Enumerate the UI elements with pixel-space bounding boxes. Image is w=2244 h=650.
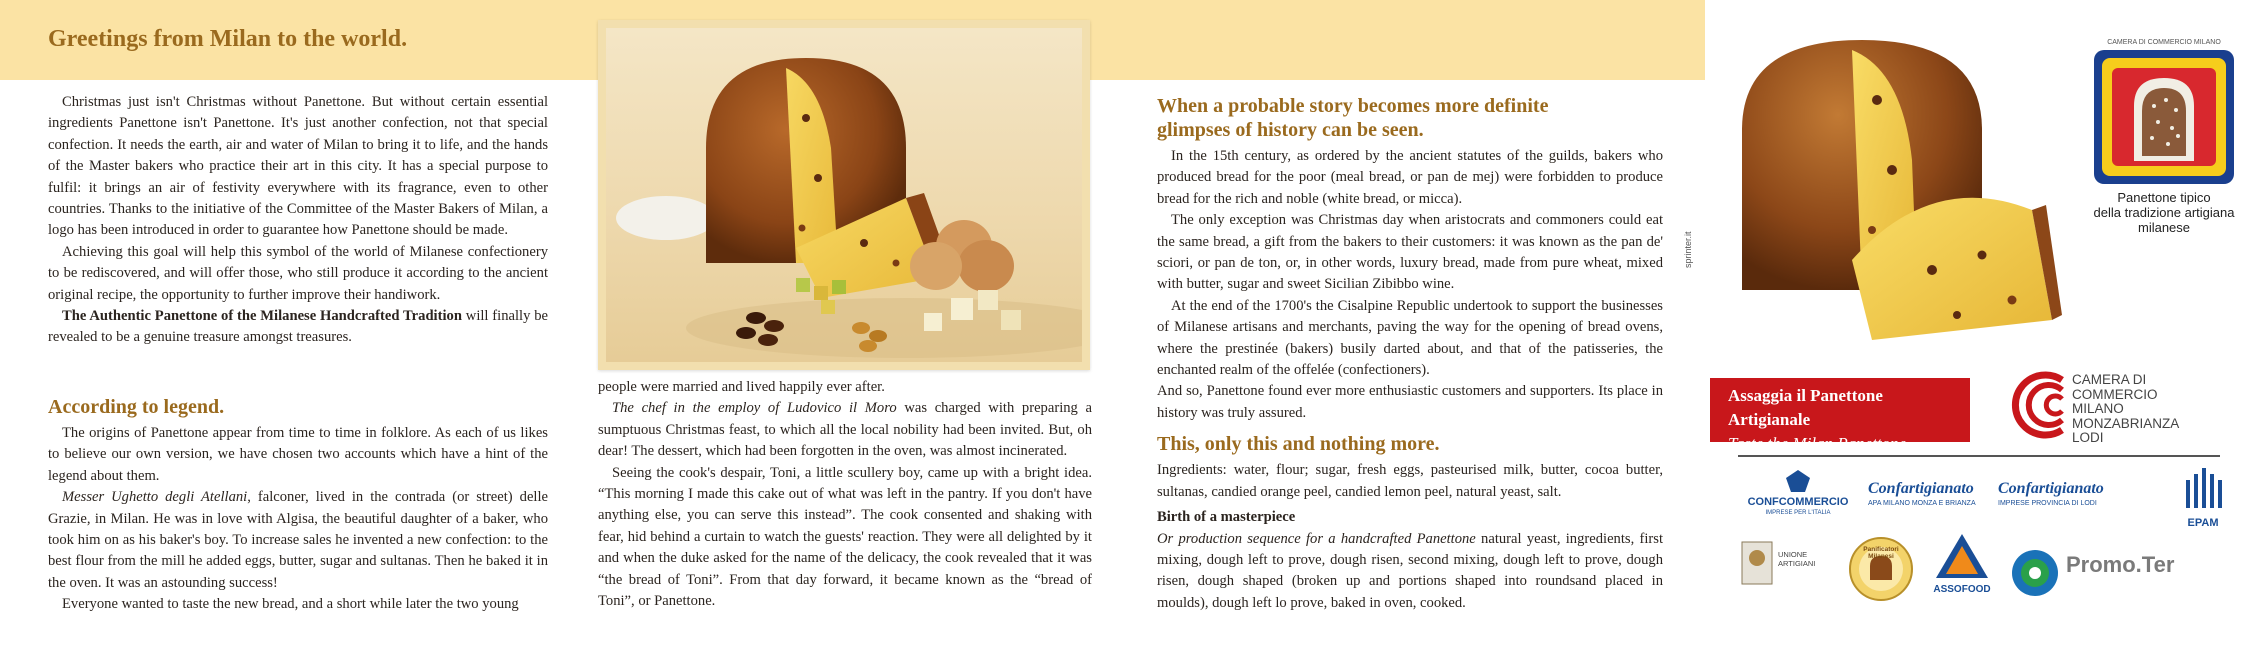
messer-ughetto-italic: Messer Ughetto degli Atellani [62, 489, 248, 506]
confcommercio-logo: CONFCOMMERCIO IMPRESE PER L'ITALIA [1738, 468, 1858, 526]
legend-paragraph-2: Messer Ughetto degli Atellani, falconer, lived in the contrada (or street) delle Grazie, in Milan. He was in love with Algisa, the beautiful daughter of a baker, who took him on as his baker's boy. To increase sales he invented a new confection: to the best flour from the mill he added eggs, butter, sugar and sultanas. Then he baked it in the oven. It was an astounding success! [48, 489, 549, 591]
panettone-photo [606, 28, 1082, 362]
history-paragraph-3: At the end of the 1700's the Cisalpine Republic undertook to support the businesses of Milanese artisans and merchants, paving the way for the opening of bread ovens, where the prestinée (bakers) busily darted about, and that of the patisseries, the enchanted realm of the offelée (confectioners). [1157, 297, 1663, 379]
intro-paragraph-1: Christmas just isn't Christmas without Panettone. But without certain essential ingredients Panettone isn't Panettone. It's just another confection, not that special confection. It needs the earth, air and water of Milan to bring it to life, and the hands of the Master bakers who practice their art in this city. It has a special purpose to fulfil: it brings an air of festivity everywhere with its fragrance, even to other countries. Thanks to the initiative of the Committee of the Master Bakers of Milan, a logo has been introduced in order to guarantee how Panettone should be made. [48, 94, 548, 239]
intro-text [48, 92, 548, 349]
confartigianato-lodi-logo: Confartigianato IMPRESE PROVINCIA DI LODI [1998, 480, 2104, 507]
unione-artigiani-emblem-icon [1740, 540, 1774, 586]
logo-caption-line-1: Panettone tipico [2117, 190, 2211, 205]
logo-caption-line-3: milanese [2137, 220, 2191, 235]
legend-title: According to legend. [48, 396, 225, 418]
promoter-logo: Promo.Ter [2010, 548, 2190, 604]
confartigianato-milano-logo: Confartigianato APA MILANO MONZA E BRIANZA [1868, 480, 1976, 507]
ingredients-text: Ingredients: water, flour; sugar, fresh eggs, pasteurised milk, butter, cocoa butter, sultanas, candied orange peel, candied lemon peel, natural yeast, salt. [1157, 462, 1663, 500]
legend-paragraph-3: Everyone wanted to taste the new bread, and a short while later the two young [62, 596, 519, 613]
chamber-of-commerce-logo [2004, 370, 2070, 440]
history-title: When a probable story becomes more definite glimpses of history can be seen. [1157, 95, 1549, 141]
assofood-logo: ASSOFOOD [1926, 532, 1998, 604]
panettone-photo-frame [598, 20, 1090, 370]
epam-logo: EPAM [2180, 466, 2226, 530]
photo-credit: sprinter.it [1683, 231, 1693, 268]
panettone-illustration [606, 28, 1082, 362]
legend-paragraph-1: The origins of Panettone appear from time to time in folklore. As each of us likes to believe our own version, we have chosen two accounts which have a hint of the legend about them. [48, 425, 548, 484]
epam-emblem-icon [2180, 466, 2226, 512]
logo-top-text: CAMERA DI COMMERCIO MILANO [2107, 39, 2221, 46]
taste-banner [1710, 378, 1970, 453]
authentic-panettone-bold: The Authentic Panettone of the Milanese Handcrafted Tradition [62, 308, 462, 325]
confcommercio-emblem-icon [1783, 468, 1813, 494]
intro-paragraph-2: Achieving this goal will help this symbol of the world of Milanese confectionery to be rediscovered, and will offer those, who still produce it according to the ancient original recipe, the opportunity to further improve their handiwork. [48, 243, 548, 303]
column3-text [1157, 94, 1663, 614]
unione-artigiani-logo: UNIONE ARTIGIANI [1740, 540, 1840, 596]
chamber-of-commerce-text: CAMERA DI COMMERCIO MILANO MONZABRIANZA LODI [2072, 372, 2180, 445]
production-sequence-italic: Or production sequence for a handcrafted Panettone [1157, 530, 1476, 547]
sponsor-divider [1738, 455, 2220, 457]
column2-paragraph-3: Seeing the cook's despair, Toni, a little scullery boy, came up with a bright idea. “This morning I made this cake out of what was left in the pantry. If you don't have anything else, you can serve this instead”. The cook consented and shaking with fear, hid behind a curtain to watch the guests' reaction. They were all delighted by it and when the duke asked for the name of the delicacy, the cook revealed that it was “the bread of Toni”. From that day forward, it became known as the “bread of Toni”, or Panettone. [598, 464, 1092, 610]
birth-paragraph: Or production sequence for a handcrafted Panettone natural yeast, ingredients, first mixing, dough left to prove, dough risen, second mixing, dough left to prove, dough risen, dough shaped (broken up and portions shaped into roundsand placed in moulds), dough left lo prove, baked in oven, cooked. [1157, 530, 1663, 611]
birth-title: Birth of a masterpiece [1157, 509, 1296, 526]
column2-paragraph-2: The chef in the employ of Ludovico il Moro was charged with preparing a sumptuous Christmas feast, to which all the local nobility had been invited. But, oh dear! The dessert, which had been forgotten in the oven, was almost incinerated. [598, 400, 1092, 460]
intro-paragraph-3: The Authentic Panettone of the Milanese Handcrafted Tradition will finally be revealed to be a genuine treasure amongst treasures. [48, 308, 548, 346]
logo-caption-line-2: della tradizione artigiana [2093, 205, 2235, 220]
history-paragraph-2: The only exception was Christmas day when aristocrats and commoners could eat the same bread, a gift from the bakers to their customers: it was known as the pan de' sciori, or pan de ton, or, in other words, luxury bread, made from pure wheat, mixed with butter, sugar and sweet Sicilian Zibibbo wine. [1157, 212, 1663, 293]
legend-section [48, 395, 548, 616]
panificatori-milanesi-logo: Panificatori Milanesi [1848, 536, 1918, 606]
chef-ludovico-italic: The chef in the employ of Ludovico il Moro [612, 400, 897, 417]
column2-text [598, 377, 1092, 612]
assofood-emblem-icon [1932, 532, 1992, 582]
only-this-title: This, only this and nothing more. [1157, 433, 1440, 456]
history-paragraph-1: In the 15th century, as ordered by the ancient statutes of the guilds, bakers who produced bread for the poor (meal bread, or pan de mej) were forbidden to produce bread for the rich and noble (white bread, or micca). [1157, 148, 1663, 207]
page-title: Greetings from Milan to the world. [48, 26, 408, 52]
history-paragraph-4: And so, Panettone found ever more enthusiastic customers and supporters. Its place in history was truly assured. [1157, 383, 1663, 421]
logo-caption [2064, 190, 2244, 235]
banner-line-1: Assaggia il Panettone Artigianale [1728, 386, 1883, 429]
panettone-panel-illustration [1712, 20, 2062, 360]
column2-paragraph-1: people were married and lived happily ever after. [598, 379, 885, 395]
panettone-tipico-logo [2084, 36, 2244, 186]
promoter-emblem-icon [2010, 548, 2060, 598]
banner-line-2: Taste the Milan Panettone [1728, 434, 1907, 453]
